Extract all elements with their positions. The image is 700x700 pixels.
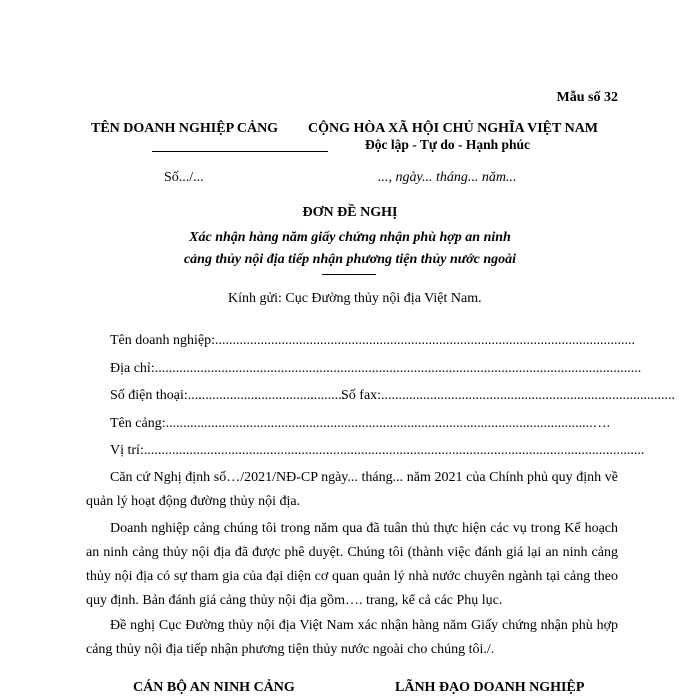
paragraph-compliance-text: Doanh nghiệp cảng chúng tôi trong năm qua đã tuân thủ thực hiện các vụ trong Kế hoạch an ninh cảng thủy nội địa đã được phê duyệt. Chúng tôi (thành việc đánh giá lại an ninh cảng thủy nội địa có sự tham gia của đại diện cơ quan quản lý nhà nước chuyên ngành tại cảng theo quy định. Bản đánh giá cảng thủy nội địa gồm…. trang, kể cả các Phụ lục.	[86, 521, 618, 608]
field-address: Địa chỉ:...........................................................................................................................................	[110, 361, 642, 376]
field-port-name: Tên cảng:..........................................................................................................................….	[110, 416, 611, 431]
document-date: ..., ngày... tháng... năm...	[378, 170, 517, 185]
signature-right-title: LÃNH ĐẠO DOANH NGHIỆP	[395, 680, 585, 695]
document-subtitle-line2: cảng thủy nội địa tiếp nhận phương tiện thủy nước ngoài	[183, 252, 517, 267]
signature-left-title: CÁN BỘ AN NINH CẢNG	[133, 680, 295, 695]
paragraph-request-text: Đề nghị Cục Đường thủy nội địa Việt Nam xác nhận hàng năm Giấy chứng nhận phù hợp cảng thủy nội địa tiếp nhận phương tiện thủy nước ngoài cho chúng tôi./.	[86, 618, 618, 657]
field-phone: Số điện thoại:.............................................	[110, 388, 346, 403]
document-title: ĐƠN ĐỀ NGHỊ	[302, 205, 398, 220]
document-subtitle-line1: Xác nhận hàng năm giấy chứng nhận phù hợp an ninh	[189, 230, 511, 245]
form-number: Mẫu số 32	[556, 90, 618, 105]
title-divider	[322, 274, 376, 275]
paragraph-compliance	[86, 517, 618, 613]
document-number: Số.../...	[164, 170, 204, 185]
field-location: Vị trí:...............................................................................................................................................	[110, 443, 645, 458]
company-name-header: TÊN DOANH NGHIỆP CẢNG	[91, 121, 279, 136]
field-fax: Số fax:....................................................................................	[341, 388, 676, 403]
field-company-name: Tên doanh nghiệp:........................................................................................................................	[110, 333, 635, 348]
addressee: Kính gửi: Cục Đường thủy nội địa Việt Nam.	[228, 291, 482, 306]
country-name: CỘNG HÒA XÃ HỘI CHỦ NGHĨA VIỆT NAM	[308, 121, 599, 136]
paragraph-legal-basis-text: Căn cứ Nghị định số…/2021/NĐ-CP ngày... tháng... năm 2021 của Chính phủ quy định về quản lý hoạt động đường thủy nội địa.	[86, 470, 618, 509]
national-motto: Độc lập - Tự do - Hạnh phúc	[365, 137, 531, 152]
paragraph-request	[86, 614, 618, 662]
paragraph-legal-basis	[86, 466, 618, 514]
header-divider-left	[152, 151, 328, 152]
